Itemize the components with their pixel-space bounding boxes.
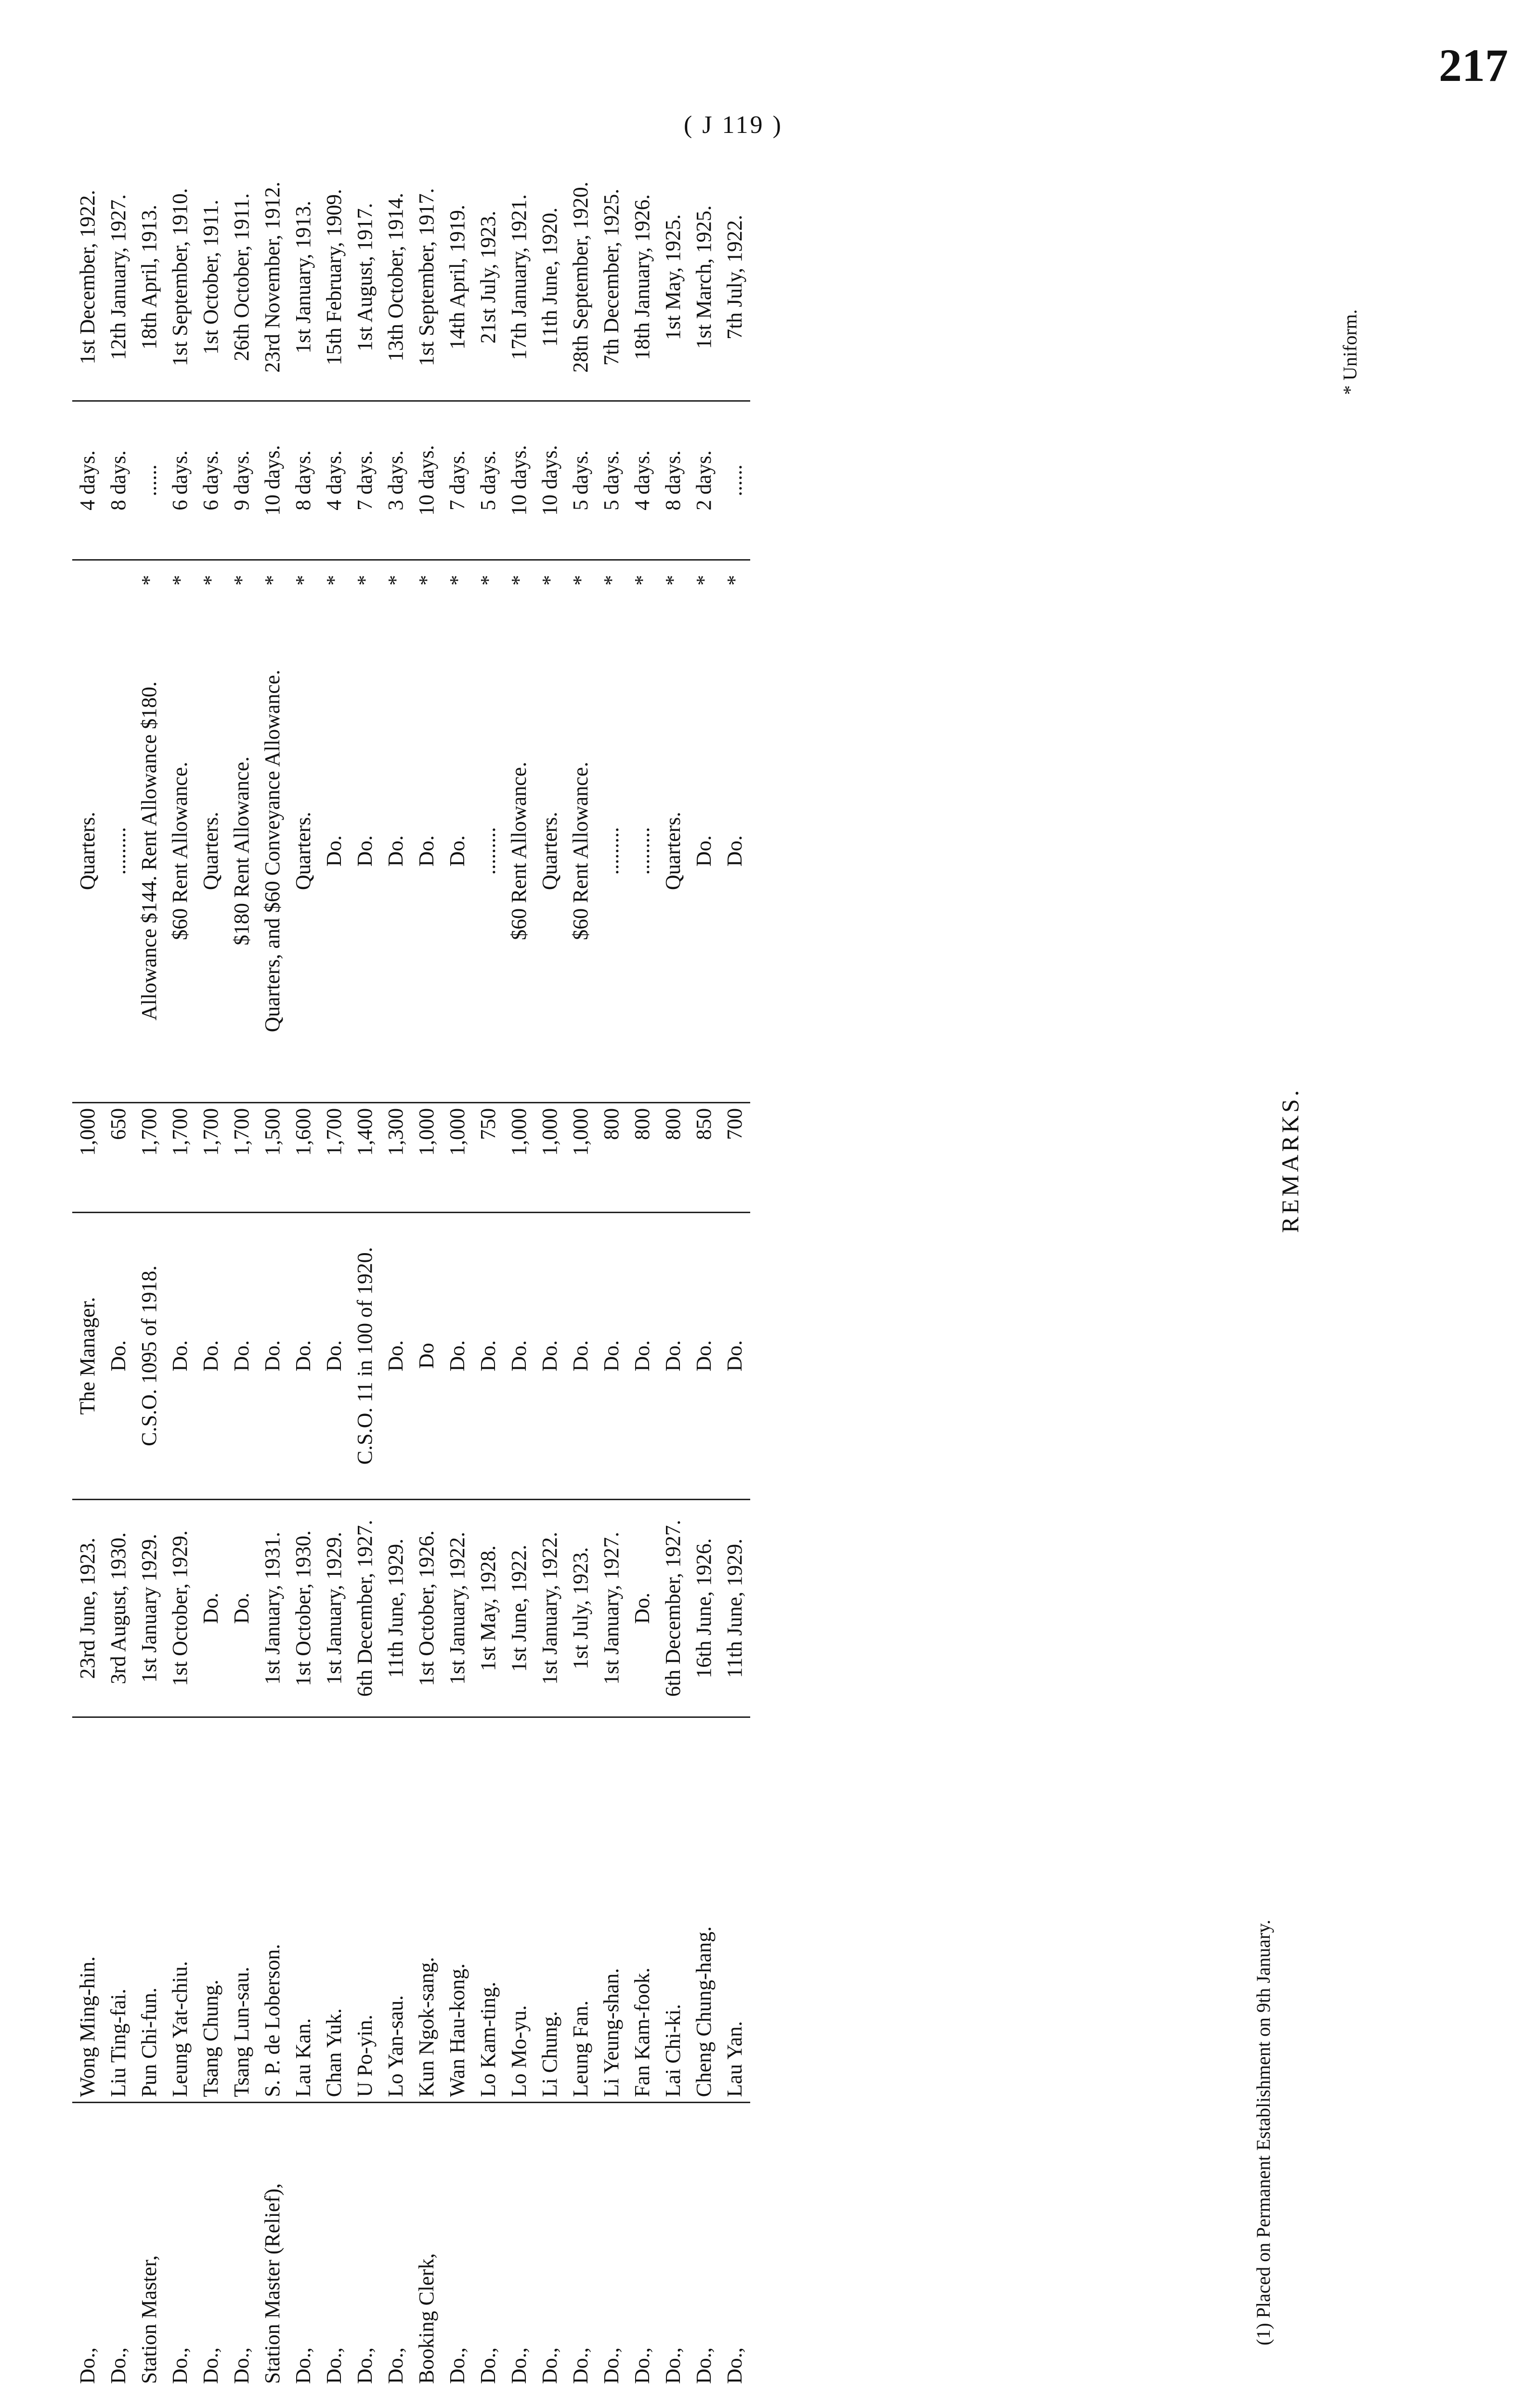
table-row [226, 154, 257, 2389]
table-row [350, 154, 380, 2389]
cell-post: Do., [322, 2347, 346, 2384]
cell-mark: * [199, 575, 222, 586]
cell-salary: 1,000 [534, 1103, 565, 1213]
cell-allowance: Do. [380, 600, 411, 1103]
cell-leave: 2 days. [689, 401, 719, 560]
cell-date: 6th December, 1927. [350, 1499, 380, 1717]
cell-mark: * [630, 575, 654, 586]
cell-name: Li Chung. [534, 1717, 565, 2103]
cell-authority: Do. [596, 1212, 627, 1499]
cell-salary: 700 [719, 1103, 750, 1213]
cell-mark: * [723, 575, 746, 586]
cell-leave: 8 days. [288, 401, 319, 560]
footnote: (1) Placed on Permanent Establishment on 9th January. [1252, 1920, 1274, 2345]
cell-post: Do., [630, 2347, 654, 2384]
table-row [134, 154, 165, 2389]
cell-salary: 1,700 [319, 1103, 350, 1213]
cell-post: Do., [291, 2347, 315, 2384]
cell-date: 23rd June, 1923. [72, 1499, 103, 1717]
cell-leave: 3 days. [380, 401, 411, 560]
cell-date: 1st January, 1922. [442, 1499, 473, 1717]
table-row [72, 154, 103, 2389]
cell-date: 1st January, 1929. [319, 1499, 350, 1717]
cell-allowance: Do. [411, 600, 442, 1103]
cell-mark [72, 560, 103, 600]
cell-name: Kun Ngok-sang. [411, 1717, 442, 2103]
cell-authority: Do. [689, 1212, 719, 1499]
cell-appointed: 1st December, 1922. [72, 154, 103, 401]
cell-post: Do., [168, 2347, 192, 2384]
cell-name: Leung Fan. [565, 1717, 596, 2103]
cell-mark: * [261, 575, 284, 586]
table-row [103, 154, 134, 2389]
cell-appointed: 23rd November, 1912. [257, 154, 288, 401]
cell-post: Do., [661, 2347, 685, 2384]
cell-allowance: Do. [350, 600, 380, 1103]
cell-leave: 10 days. [257, 401, 288, 560]
cell-mark: * [322, 575, 346, 586]
cell-leave: 5 days. [473, 401, 504, 560]
cell-salary: 1,000 [565, 1103, 596, 1213]
cell-name: Cheng Chung-hang. [689, 1717, 719, 2103]
cell-mark: * [538, 575, 561, 586]
cell-date: 1st January 1929. [134, 1499, 165, 1717]
cell-date: 11th June, 1929. [380, 1499, 411, 1717]
cell-appointed: 15th February, 1909. [319, 154, 350, 401]
cell-appointed: 1st January, 1913. [288, 154, 319, 401]
cell-allowance: ......... [596, 600, 627, 1103]
table-row [380, 154, 411, 2389]
cell-name: Fan Kam-fook. [627, 1717, 658, 2103]
cell-authority: Do. [719, 1212, 750, 1499]
cell-authority: Do. [473, 1212, 504, 1499]
cell-allowance: Allowance $144. Rent Allowance $180. [134, 600, 165, 1103]
cell-date: 1st October, 1929. [165, 1499, 195, 1717]
cell-salary: 800 [627, 1103, 658, 1213]
cell-post: Do., [199, 2347, 222, 2384]
cell-authority: Do. [658, 1212, 689, 1499]
cell-name: Chan Yuk. [319, 1717, 350, 2103]
cell-name: Liu Ting-fai. [103, 1717, 134, 2103]
cell-mark: * [168, 575, 192, 586]
cell-salary: 1,500 [257, 1103, 288, 1213]
cell-mark: * [476, 575, 500, 586]
cell-mark: * [445, 575, 469, 586]
table-row [534, 154, 565, 2389]
cell-post: Do., [106, 2347, 130, 2384]
cell-leave: 8 days. [103, 401, 134, 560]
cell-name: Li Yeung-shan. [596, 1717, 627, 2103]
cell-salary: 1,700 [134, 1103, 165, 1213]
cell-allowance: Quarters. [195, 600, 226, 1103]
table-row [658, 154, 689, 2389]
cell-salary: 750 [473, 1103, 504, 1213]
table-row [257, 154, 288, 2389]
cell-appointed: 14th April, 1919. [442, 154, 473, 401]
cell-allowance: Do. [719, 600, 750, 1103]
cell-allowance: $60 Rent Allowance. [504, 600, 534, 1103]
cell-allowance: Do. [442, 600, 473, 1103]
cell-name: Lo Kam-ting. [473, 1717, 504, 2103]
table-row [596, 154, 627, 2389]
cell-mark: * [384, 575, 407, 586]
cell-authority: Do [411, 1212, 442, 1499]
cell-date: 1st May, 1928. [473, 1499, 504, 1717]
cell-authority: Do. [226, 1212, 257, 1499]
cell-post: Do., [569, 2347, 592, 2384]
cell-salary: 650 [103, 1103, 134, 1213]
cell-leave: 6 days. [165, 401, 195, 560]
cell-salary: 1,700 [226, 1103, 257, 1213]
cell-salary: 1,000 [411, 1103, 442, 1213]
cell-post: Station Master (Relief), [261, 2183, 284, 2384]
cell-mark: * [569, 575, 592, 586]
cell-leave: 4 days. [319, 401, 350, 560]
cell-post: Do., [723, 2347, 746, 2384]
cell-leave: 6 days. [195, 401, 226, 560]
uniform-note: * Uniform. [1339, 309, 1361, 395]
cell-salary: 1,700 [165, 1103, 195, 1213]
table-row [689, 154, 719, 2389]
cell-mark: * [353, 575, 377, 586]
cell-date: 1st January, 1922. [534, 1499, 565, 1717]
cell-name: Pun Chi-fun. [134, 1717, 165, 2103]
cell-appointed: 1st August, 1917. [350, 154, 380, 401]
cell-salary: 1,000 [504, 1103, 534, 1213]
table-row [719, 154, 750, 2389]
cell-name: Lau Kan. [288, 1717, 319, 2103]
cell-leave: 9 days. [226, 401, 257, 560]
page-reference: ( J 119 ) [684, 111, 783, 139]
cell-authority: Do. [504, 1212, 534, 1499]
cell-appointed: 13th October, 1914. [380, 154, 411, 401]
cell-post: Do., [476, 2347, 500, 2384]
cell-authority: Do. [165, 1212, 195, 1499]
cell-salary: 1,000 [72, 1103, 103, 1213]
cell-allowance: ......... [103, 600, 134, 1103]
cell-appointed: 26th October, 1911. [226, 154, 257, 401]
cell-date: Do. [195, 1499, 226, 1717]
cell-allowance: Quarters. [658, 600, 689, 1103]
cell-post: Do., [599, 2347, 623, 2384]
cell-date: 1st January, 1931. [257, 1499, 288, 1717]
cell-leave: 5 days. [565, 401, 596, 560]
cell-allowance: $60 Rent Allowance. [165, 600, 195, 1103]
cell-date: 3rd August, 1930. [103, 1499, 134, 1717]
table-row [411, 154, 442, 2389]
cell-post: Do., [507, 2347, 531, 2384]
cell-appointed: 12th January, 1927. [103, 154, 134, 401]
cell-name: Leung Yat-chiu. [165, 1717, 195, 2103]
cell-post: Do., [230, 2347, 253, 2384]
table-row [319, 154, 350, 2389]
table-row [627, 154, 658, 2389]
cell-appointed: 1st September, 1910. [165, 154, 195, 401]
cell-date: Do. [627, 1499, 658, 1717]
cell-salary: 1,600 [288, 1103, 319, 1213]
cell-date: 1st October, 1926. [411, 1499, 442, 1717]
cell-name: Tsang Lun-sau. [226, 1717, 257, 2103]
cell-leave: 4 days. [627, 401, 658, 560]
cell-mark: * [291, 575, 315, 586]
cell-leave: 7 days. [442, 401, 473, 560]
cell-allowance: Quarters. [72, 600, 103, 1103]
table-row [165, 154, 195, 2389]
table-row [288, 154, 319, 2389]
cell-allowance: Do. [689, 600, 719, 1103]
cell-leave: ...... [719, 401, 750, 560]
cell-mark: * [661, 575, 685, 586]
cell-leave: 4 days. [72, 401, 103, 560]
cell-allowance: Quarters, and $60 Conveyance Allowance. [257, 600, 288, 1103]
cell-salary: 1,300 [380, 1103, 411, 1213]
cell-name: Wong Ming-hin. [72, 1717, 103, 2103]
cell-authority: Do. [319, 1212, 350, 1499]
cell-mark: * [692, 575, 716, 586]
cell-date: 11th June, 1929. [719, 1499, 750, 1717]
cell-name: Lo Mo-yu. [504, 1717, 534, 2103]
cell-appointed: 28th September, 1920. [565, 154, 596, 401]
cell-appointed: 1st May, 1925. [658, 154, 689, 401]
cell-mark: * [230, 575, 253, 586]
cell-mark: * [599, 575, 623, 586]
cell-salary: 1,000 [442, 1103, 473, 1213]
table-row [442, 154, 473, 2389]
cell-name: Lai Chi-ki. [658, 1717, 689, 2103]
cell-date: Do. [226, 1499, 257, 1717]
rotated-register [72, 154, 1353, 2389]
cell-authority: C.S.O. 1095 of 1918. [134, 1212, 165, 1499]
cell-mark: * [507, 575, 531, 586]
cell-appointed: 1st October, 1911. [195, 154, 226, 401]
cell-leave: 10 days. [534, 401, 565, 560]
cell-mark: * [137, 575, 161, 586]
cell-salary: 1,700 [195, 1103, 226, 1213]
cell-date: 1st October, 1930. [288, 1499, 319, 1717]
cell-post: Do., [445, 2347, 469, 2384]
cell-salary: 800 [596, 1103, 627, 1213]
cell-allowance: Do. [319, 600, 350, 1103]
cell-post: Do., [76, 2347, 99, 2384]
cell-post: Station Master, [137, 2255, 161, 2384]
cell-post: Do., [384, 2347, 407, 2384]
register-table [72, 154, 750, 2389]
cell-name: U Po-yin. [350, 1717, 380, 2103]
cell-authority: Do. [565, 1212, 596, 1499]
cell-date: 1st January, 1927. [596, 1499, 627, 1717]
cell-post: Do., [692, 2347, 716, 2384]
cell-appointed: 11th June, 1920. [534, 154, 565, 401]
cell-date: 16th June, 1926. [689, 1499, 719, 1717]
table-row [473, 154, 504, 2389]
cell-name: Lo Yan-sau. [380, 1717, 411, 2103]
cell-allowance: ......... [473, 600, 504, 1103]
cell-authority: The Manager. [72, 1212, 103, 1499]
cell-authority: Do. [288, 1212, 319, 1499]
cell-name: Lau Yan. [719, 1717, 750, 2103]
cell-mark [103, 560, 134, 600]
cell-authority: Do. [380, 1212, 411, 1499]
cell-salary: 1,400 [350, 1103, 380, 1213]
cell-post: Do., [353, 2347, 377, 2384]
cell-date: 1st July, 1923. [565, 1499, 596, 1717]
page-number: 217 [1439, 39, 1508, 91]
cell-allowance: $180 Rent Allowance. [226, 600, 257, 1103]
cell-authority: Do. [195, 1212, 226, 1499]
register-body [72, 154, 750, 2389]
cell-authority: Do. [103, 1212, 134, 1499]
cell-allowance: Quarters. [534, 600, 565, 1103]
cell-date: 6th December, 1927. [658, 1499, 689, 1717]
cell-leave: 10 days. [411, 401, 442, 560]
cell-authority: Do. [627, 1212, 658, 1499]
cell-appointed: 18th January, 1926. [627, 154, 658, 401]
cell-appointed: 7th December, 1925. [596, 154, 627, 401]
cell-name: S. P. de Loberson. [257, 1717, 288, 2103]
cell-allowance: ......... [627, 600, 658, 1103]
cell-appointed: 21st July, 1923. [473, 154, 504, 401]
cell-authority: C.S.O. 11 in 100 of 1920. [350, 1212, 380, 1499]
cell-post: Do., [538, 2347, 561, 2384]
table-row [565, 154, 596, 2389]
cell-post: Booking Clerk, [415, 2253, 438, 2384]
cell-salary: 800 [658, 1103, 689, 1213]
cell-leave: 5 days. [596, 401, 627, 560]
cell-leave: 8 days. [658, 401, 689, 560]
cell-salary: 850 [689, 1103, 719, 1213]
cell-leave: 10 days. [504, 401, 534, 560]
cell-authority: Do. [257, 1212, 288, 1499]
cell-mark: * [415, 575, 438, 586]
cell-authority: Do. [534, 1212, 565, 1499]
cell-name: Wan Hau-kong. [442, 1717, 473, 2103]
cell-appointed: 18th April, 1913. [134, 154, 165, 401]
cell-leave: 7 days. [350, 401, 380, 560]
table-row [504, 154, 534, 2389]
cell-name: Tsang Chung. [195, 1717, 226, 2103]
cell-date: 1st June, 1922. [504, 1499, 534, 1717]
remarks-title: REMARKS. [1276, 1087, 1303, 1233]
cell-leave: ...... [134, 401, 165, 560]
cell-appointed: 17th January, 1921. [504, 154, 534, 401]
cell-allowance: $60 Rent Allowance. [565, 600, 596, 1103]
table-row [195, 154, 226, 2389]
cell-appointed: 1st September, 1917. [411, 154, 442, 401]
cell-allowance: Quarters. [288, 600, 319, 1103]
cell-appointed: 1st March, 1925. [689, 154, 719, 401]
cell-appointed: 7th July, 1922. [719, 154, 750, 401]
cell-authority: Do. [442, 1212, 473, 1499]
